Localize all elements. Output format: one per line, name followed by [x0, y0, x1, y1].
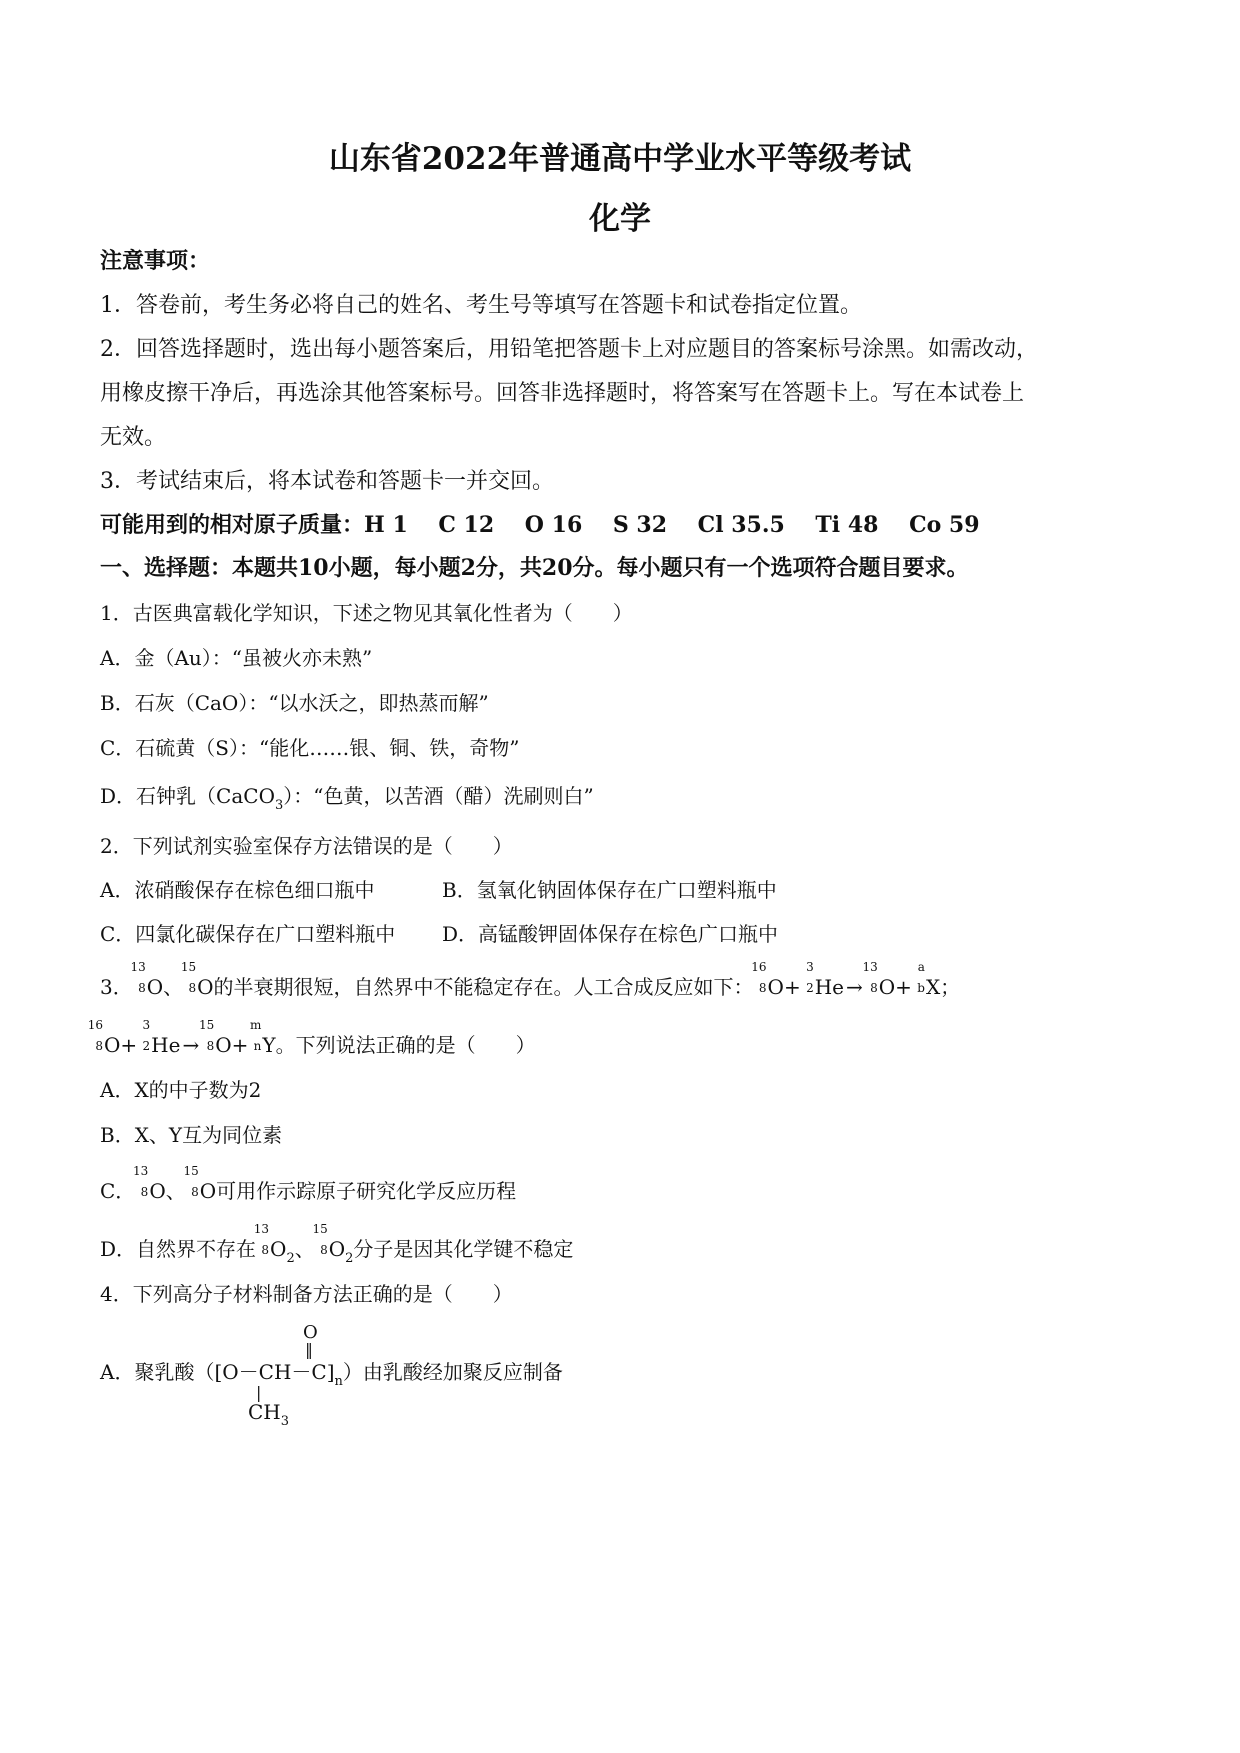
q4-single-bond: | [256, 1383, 262, 1402]
section-1-heading: 一、选择题：本题共10小题，每小题2分，共20分。每小题只有一个选项符合题目要求。 [100, 555, 969, 581]
q3-stem-line2: 16 8 O+ 3 2 He → 15 8 O+ m n Y。下列说法正确的是（ ） [87, 1018, 536, 1057]
q4-stem: 4．下列高分子材料制备方法正确的是（ ） [100, 1282, 513, 1306]
q1-option-a: A．金（Au）：“虽被火亦未熟” [100, 646, 373, 670]
q2-stem: 2．下列试剂实验室保存方法错误的是（ ） [100, 834, 513, 858]
q1-option-b: B．石灰（CaO）：“以水沃之，即热蒸而解” [100, 691, 489, 715]
q1-stem: 1．古医典富载化学知识，下述之物见其氧化性者为（ ） [100, 601, 633, 625]
exam-title: 山东省2022年普通高中学业水平等级考试 [328, 141, 912, 177]
q4-carbonyl-oxygen: O [303, 1322, 318, 1343]
q2-option-a: A．浓硝酸保存在棕色细口瓶中 [100, 878, 375, 902]
notice-item-2a: 2．回答选择题时，选出每小题答案后，用铅笔把答题卡上对应题目的答案标号涂黑。如需改动， [100, 337, 1039, 362]
q2-option-c: C．四氯化碳保存在广口塑料瓶中 [100, 922, 396, 946]
notice-item-3: 3．考试结束后，将本试卷和答题卡一并交回。 [100, 469, 554, 494]
q2-option-b: B．氢氧化钠固体保存在广口塑料瓶中 [442, 878, 777, 902]
notice-heading: 注意事项： [100, 248, 211, 274]
atomic-masses: 可能用到的相对原子质量：H 1 C 12 O 16 S 32 Cl 35.5 Ti 48 Co 59 [100, 512, 980, 538]
q4-option-a: A．聚乳酸$([O-CH-C]_n)$由乳酸经加聚反应制备 [100, 1360, 563, 1389]
q3-option-d: D．自然界不存在 13 8 $O_2$、 15 8 $O_2$分子是因其化学键不稳定 [100, 1222, 574, 1266]
q3-option-a: A．X的中子数为2 [100, 1078, 262, 1102]
q1-option-c: C．石硫黄（S）：“能化……银、铜、铁，奇物” [100, 736, 520, 760]
q3-stem-line1: 3． 13 8 O、 15 8 O的半衰期很短，自然界中不能稳定存在。人工合成反应如下： 16 8 O+ 3 2 He → 13 8 O+ a b X； [100, 960, 961, 999]
q2-option-d: D．高锰酸钾固体保存在棕色广口瓶中 [442, 922, 779, 946]
polylactic-acid-chain: [O－CH－C] [214, 1360, 335, 1384]
notice-item-2b: 用橡皮擦干净后，再选涂其他答案标号。回答非选择题时，将答案写在答题卡上。写在本试卷上 [100, 381, 1025, 406]
q4-methyl: $CH_3$ [248, 1400, 290, 1429]
notice-item-1: 1．答卷前，考生务必将自己的姓名、考生号等填写在答题卡和试卷指定位置。 [100, 293, 862, 318]
q4-double-bond: ‖ [305, 1340, 313, 1359]
q3-option-c: C． 13 8 O、 15 8 O可用作示踪原子研究化学反应历程 [100, 1164, 517, 1203]
q1-option-d: D．石钟乳（CaCO$_3$）：“色黄，以苦酒（醋）洗刷则白” [100, 784, 594, 813]
q3-option-b: B．X、Y互为同位素 [100, 1123, 283, 1147]
notice-item-2c: 无效。 [100, 425, 167, 450]
exam-subject: 化学 [589, 201, 651, 237]
